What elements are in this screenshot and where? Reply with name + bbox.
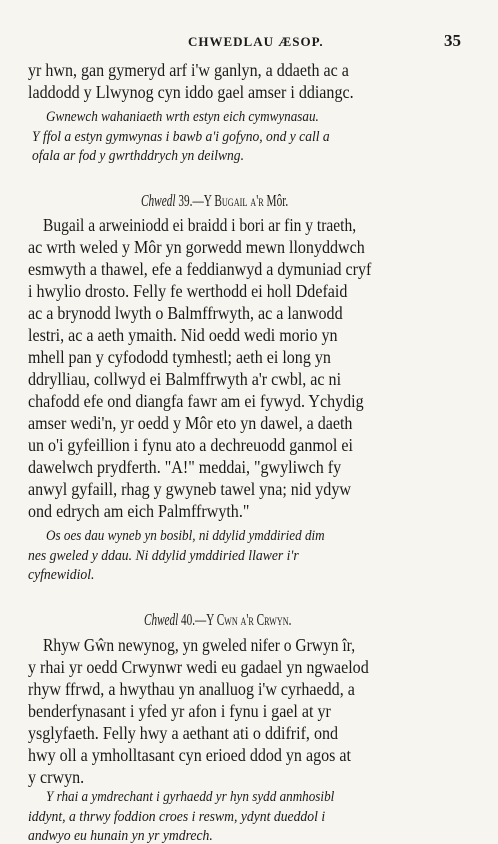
body-line: ac wrth weled y Môr yn gorwedd mewn llonyddwch (28, 237, 365, 257)
body-line: ac a brynodd lwyth o Balmffrwyth, ac a lanwodd (28, 303, 343, 323)
body-line: ddrylliau, collwyd ei Balmffrwyth a'r cwbl, ac ni (28, 369, 342, 389)
moral-line: cyfnewidiol. (28, 567, 95, 583)
body-line: ysglyfaeth. Felly hwy a aethant ati o ddifrif, ond (28, 723, 339, 743)
moral-line: Gwnewch wahaniaeth wrth estyn eich cymwynasau. (46, 109, 319, 125)
fable-title-prefix: Chwedl (141, 191, 176, 210)
body-line: i hwylio drosto. Felly fe werthodd ei holl Ddefaid (28, 281, 348, 301)
page-number: 35 (444, 31, 461, 50)
moral-line: ofala ar fod y gwrthddrych yn deilwng. (32, 148, 244, 164)
body-line: dawelwch prydferth. "A!" meddai, "gwyliwch fy (28, 457, 342, 477)
fable-title-conjunction: a'r (240, 610, 254, 629)
body-line: Rhyw Gŵn newynog, yn gweled nifer o Grwyn îr, (43, 635, 356, 655)
body-line: anwyl gyfaill, rhag y gwyneb tawel yna; nid ydyw (28, 479, 351, 499)
page-header (0, 31, 498, 54)
fable-title-name-end: Môr. (266, 191, 289, 210)
moral-line: iddynt, a thrwy foddion croes i reswm, ydynt dueddol i (28, 809, 326, 825)
body-line: y rhai yr oedd Crwynwr wedi eu gadael yn ngwaelod (28, 657, 369, 677)
moral-line: nes gweled y ddau. Ni ddylid ymddiried llawer i'r (28, 548, 299, 564)
body-line: esmwyth a thawel, efe a feddianwyd a dymuniad cryf (28, 259, 372, 279)
body-line: ond edrych am eich Palmffrwyth." (28, 501, 250, 521)
body-line: benderfynasant i yfed yr afon i fynu i gael at yr (28, 701, 331, 721)
fable-title-number: 40.—Y (181, 610, 214, 629)
fable-title-name-end: Crwyn. (256, 610, 292, 629)
body-line: amser wedi'n, yr oedd y Môr eto yn dawel, a daeth (28, 413, 353, 433)
body-line: rhyw ffrwd, a hwythau yn analluog i'w cyrhaedd, a (28, 679, 355, 699)
fable-title-conjunction: a'r (250, 191, 264, 210)
body-line: Bugail a arweiniodd ei braidd i bori ar fin y traeth, (43, 215, 357, 235)
moral-line: Y ffol a estyn gymwynas i bawb a'i gofyno, ond y call a (32, 129, 330, 145)
fable-title-prefix: Chwedl (144, 610, 179, 629)
fable-title-number: 39.—Y (178, 191, 212, 210)
body-line: chafodd efe ond diangfa fawr am ei fywyd. Ychydig (28, 391, 364, 411)
body-line: mhell pan y cyfododd tymhestl; aeth ei long yn (28, 347, 331, 367)
moral-line: Os oes dau wyneb yn bosibl, ni ddylid ymddiried dim (46, 528, 325, 544)
moral-line: andwyo eu hunain yn yr ymdrech. (28, 828, 213, 844)
fable-title-name: Cwn (216, 610, 238, 629)
body-line: yr hwn, gan gymeryd arf i'w ganlyn, a ddaeth ac a (28, 60, 349, 80)
moral-line: Y rhai a ymdrechant i gyrhaedd yr hyn sydd anmhosibl (46, 789, 335, 805)
running-head: CHWEDLAU ÆSOP. (188, 34, 324, 49)
fable-title (141, 193, 482, 210)
fable-title-name: Bugail (214, 191, 248, 210)
body-line: un o'i gyfeillion i fynu ato a dechreuodd ganmol ei (28, 435, 353, 455)
body-line: lestri, ac a aeth ymaith. Nid oedd wedi morio yn (28, 325, 338, 345)
body-line: hwy oll a ymholltasant cyn erioed ddod yn agos at (28, 745, 351, 765)
fable-title (144, 612, 482, 629)
body-line: y crwyn. (28, 767, 85, 787)
body-line: laddodd y Llwynog cyn iddo gael amser i ddiangc. (28, 82, 354, 102)
